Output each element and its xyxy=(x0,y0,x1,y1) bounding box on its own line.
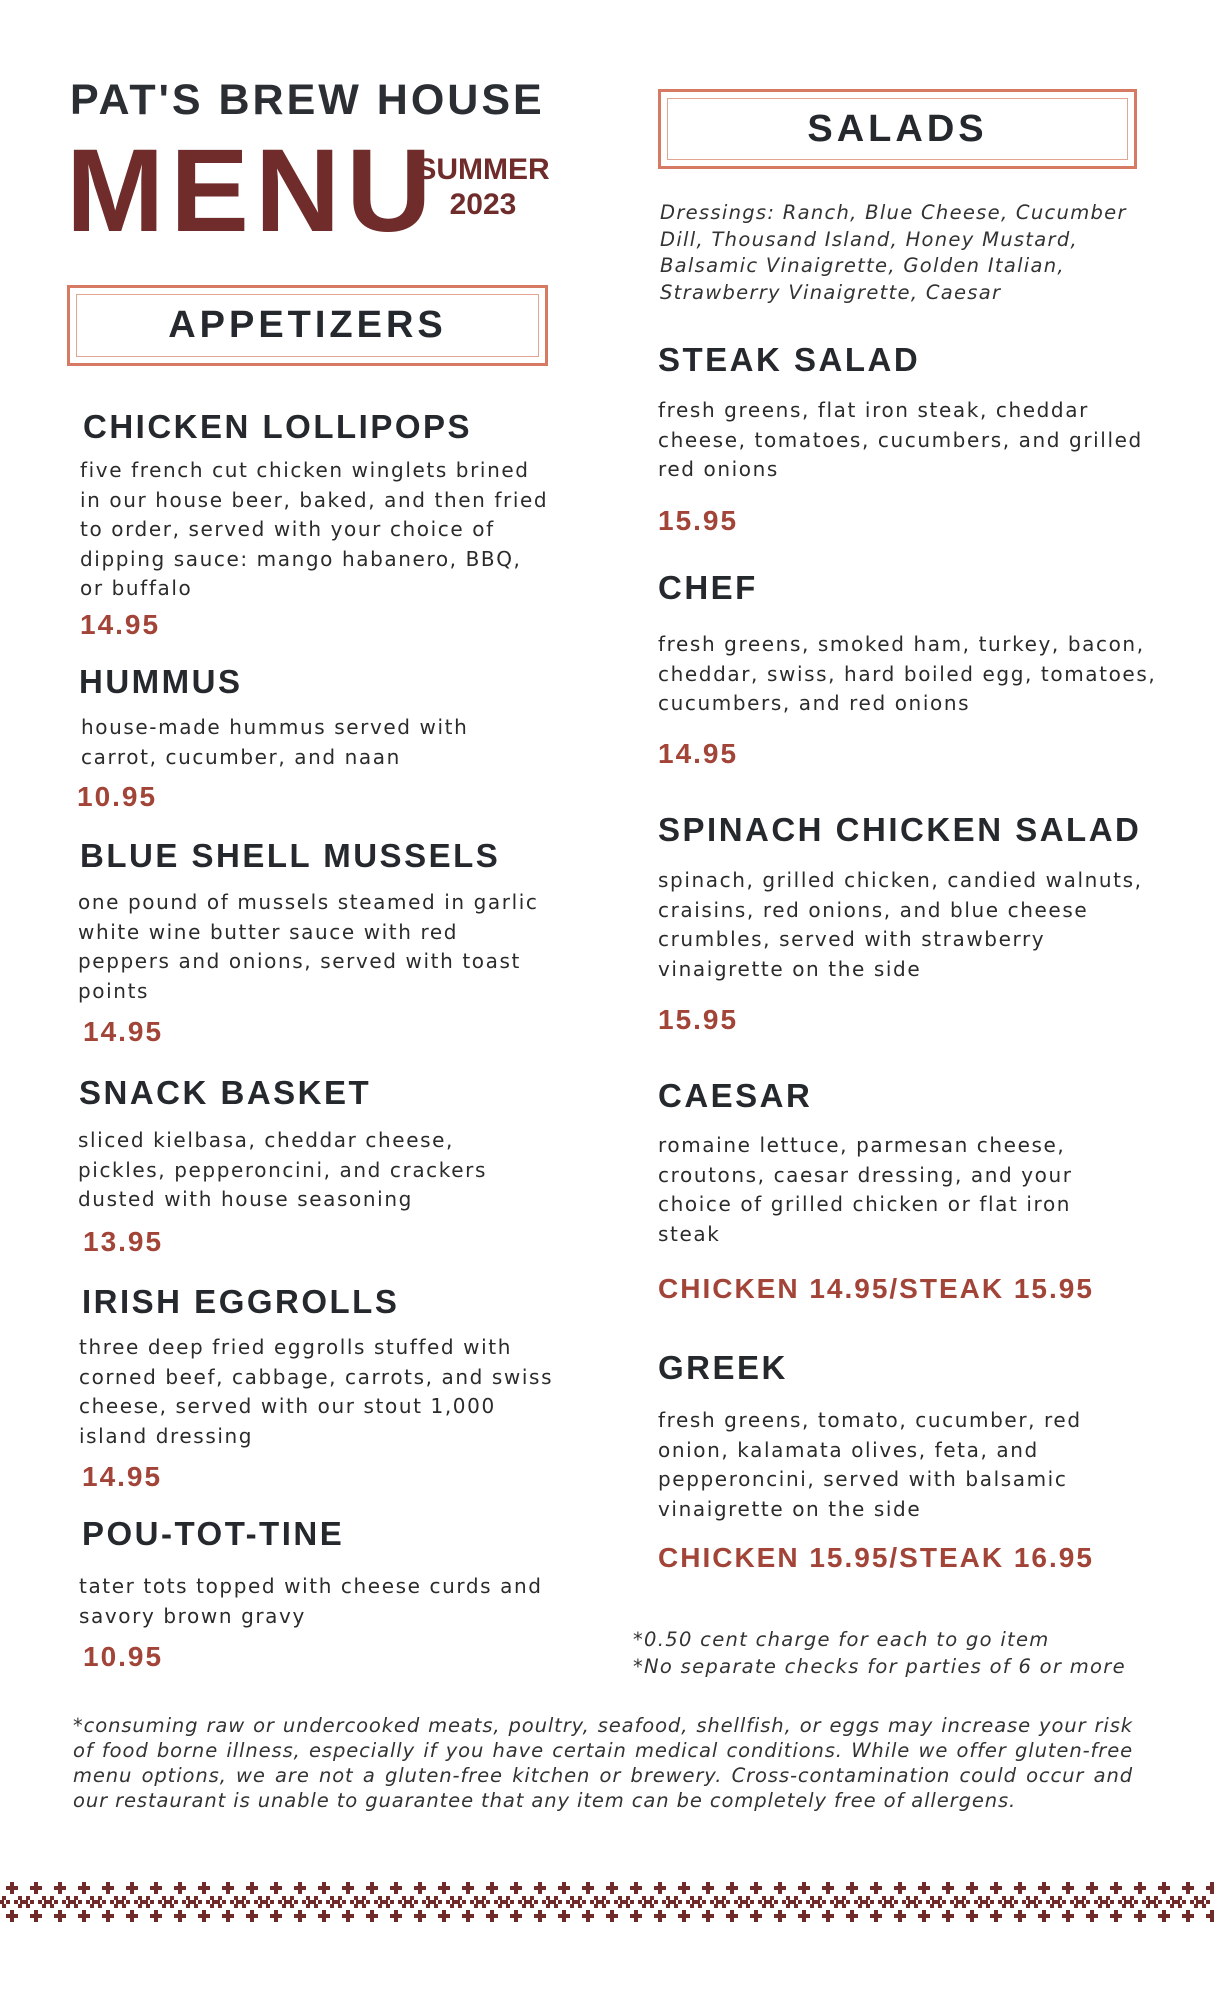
allergen-disclaimer: *consuming raw or undercooked meats, poultry, seafood, shellfish, or eggs may increase your risk of food borne illness, especially if you have certain medical conditions. While we offer gluten-free menu options, we are not a gluten-free kitchen or brewery. Cross-contamination could occur and our restaurant is unable to guarantee that any item can be completely free of allergens. xyxy=(73,1714,1133,1812)
appetizer-price: 10.95 xyxy=(83,1641,164,1672)
season-label xyxy=(408,152,558,223)
salad-name: CAESAR xyxy=(658,1077,813,1114)
salad-description: fresh greens, tomato, cucumber, red onion, kalamata olives, feta, and pepperoncini, served with balsamic vinaigrette on the side xyxy=(658,1408,1082,1521)
appetizer-name: IRISH EGGROLLS xyxy=(82,1283,400,1320)
dressings-list: Dressings: Ranch, Blue Cheese, Cucumber Dill, Thousand Island, Honey Mustard, Balsamic Vinaigrette, Golden Italian, Strawberry Vinaigrette, Caesar xyxy=(660,201,1127,304)
salad-name: SPINACH CHICKEN SALAD xyxy=(658,811,1142,848)
appetizer-description: sliced kielbasa, cheddar cheese, pickles, pepperoncini, and crackers dusted with house seasoning xyxy=(78,1128,487,1211)
appetizer-price: 14.95 xyxy=(80,609,161,640)
salad-price: CHICKEN 15.95/STEAK 16.95 xyxy=(658,1542,1094,1573)
appetizer-description: one pound of mussels steamed in garlic white wine butter sauce with red peppers and onions, served with toast points xyxy=(78,890,539,1003)
appetizer-description: five french cut chicken winglets brined in our house beer, baked, and then fried to order, served with your choice of dipping sauce: mango habanero, BBQ, or buffalo xyxy=(80,458,549,600)
salad-description: romaine lettuce, parmesan cheese, croutons, caesar dressing, and your choice of grilled chicken or flat iron steak xyxy=(658,1133,1073,1246)
appetizer-name: HUMMUS xyxy=(79,663,243,700)
to-go-note: *0.50 cent charge for each to go item xyxy=(633,1628,1050,1651)
appetizers-heading: APPETIZERS xyxy=(76,294,539,357)
salad-price: 14.95 xyxy=(658,738,739,769)
appetizer-name: BLUE SHELL MUSSELS xyxy=(80,837,501,874)
salad-description: fresh greens, smoked ham, turkey, bacon, cheddar, swiss, hard boiled egg, tomatoes, cucumbers, and red onions xyxy=(658,632,1157,715)
appetizer-price: 14.95 xyxy=(83,1016,164,1047)
separate-checks-note: *No separate checks for parties of 6 or more xyxy=(633,1654,1126,1678)
appetizer-price: 10.95 xyxy=(77,781,158,812)
salads-heading-box xyxy=(658,89,1137,169)
appetizer-name: POU-TOT-TINE xyxy=(82,1515,345,1552)
restaurant-name: PAT'S BREW HOUSE xyxy=(70,76,545,124)
appetizer-name: CHICKEN LOLLIPOPS xyxy=(83,408,473,445)
salad-price: CHICKEN 14.95/STEAK 15.95 xyxy=(658,1273,1094,1304)
appetizer-description: three deep fried eggrolls stuffed with corned beef, cabbage, carrots, and swiss cheese, served with our stout 1,000 island dressing xyxy=(79,1335,554,1448)
salad-description: fresh greens, flat iron steak, cheddar cheese, tomatoes, cucumbers, and grilled red onions xyxy=(658,398,1143,481)
salads-heading: SALADS xyxy=(667,98,1128,160)
salad-name: STEAK SALAD xyxy=(658,341,921,378)
appetizers-heading-box xyxy=(67,285,548,366)
salad-name: CHEF xyxy=(658,569,758,606)
appetizer-price: 13.95 xyxy=(83,1226,164,1257)
season-year: 2023 xyxy=(449,188,517,222)
decorative-border xyxy=(0,1880,1214,1922)
salad-name: GREEK xyxy=(658,1349,788,1386)
appetizer-description: house-made hummus served with carrot, cucumber, and naan xyxy=(81,715,469,769)
appetizer-name: SNACK BASKET xyxy=(79,1074,372,1111)
season-name: SUMMER xyxy=(416,153,550,186)
appetizer-description: tater tots topped with cheese curds and savory brown gravy xyxy=(79,1574,543,1628)
salad-price: 15.95 xyxy=(658,505,739,536)
salad-description: spinach, grilled chicken, candied walnuts, craisins, red onions, and blue cheese crumbles, served with strawberry vinaigrette on the side xyxy=(658,868,1143,981)
appetizer-price: 14.95 xyxy=(82,1461,163,1492)
salad-price: 15.95 xyxy=(658,1004,739,1035)
menu-title: MENU xyxy=(66,125,438,257)
notes xyxy=(633,1627,1193,1680)
